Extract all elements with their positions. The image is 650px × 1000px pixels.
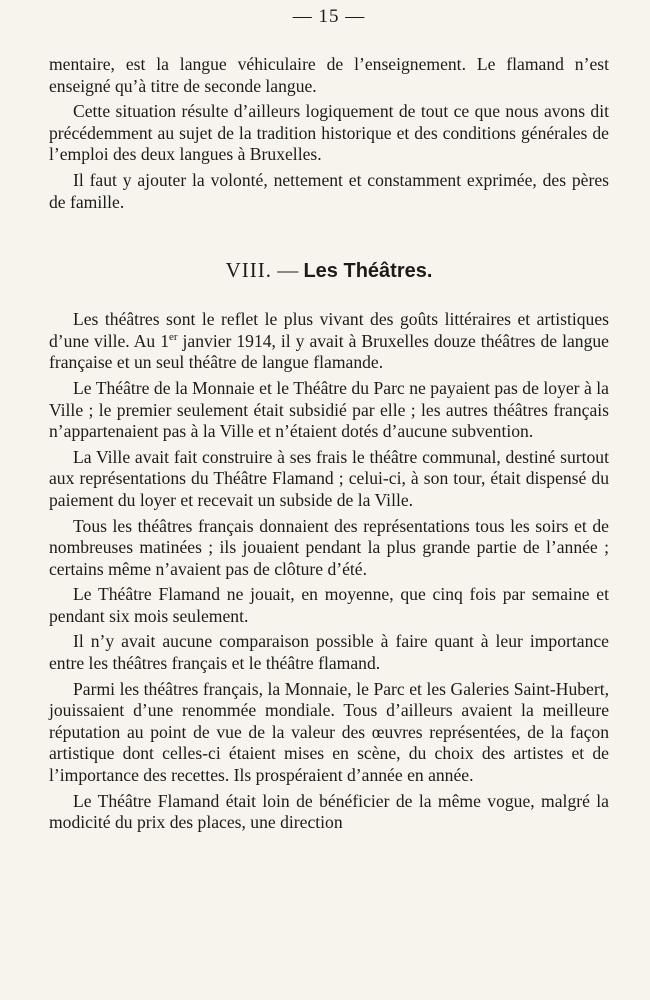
paragraph: Cette situation résulte d’ailleurs logiquement de tout ce que nous avons dit précédemment au sujet de la tradition historique et des conditions générales de l’emploi des deux langues à Bruxelles. — [49, 101, 609, 165]
section-heading — [49, 257, 609, 284]
paragraph-continuation: mentaire, est la langue véhiculaire de l’enseignement. Le flamand n’est enseigné qu’à titre de seconde langue. — [49, 54, 609, 96]
paragraph-text: janvier 1914, il y avait à Bruxelles douze théâtres de langue française et un seul théâtre de langue flamande. — [49, 330, 609, 373]
paragraph: Le Théâtre de la Monnaie et le Théâtre du Parc ne payaient pas de loyer à la Ville ; le premier seulement était subsidié par elle ; les autres théâtres français n’appartenaient pas à la Ville et n’étaient dotés d’aucune subvention. — [49, 377, 609, 442]
section-number: VIII. — [225, 258, 272, 283]
paragraph: Il faut y ajouter la volonté, nettement et constamment exprimée, des pères de famille. — [49, 169, 609, 212]
paragraph: Tous les théâtres français donnaient des représentations tous les soirs et de nombreuses matinées ; ils jouaient pendant la plus grande partie de l’année ; certains même n’avaient pas de clôture d’été. — [49, 515, 609, 579]
paragraph: La Ville avait fait construire à ses frais le théâtre communal, destiné surtout aux représentations du Théâtre Flamand ; celui-ci, à son tour, était dispensé du paiement du loyer et recevait un subside de la Ville. — [49, 446, 609, 510]
paragraph: Il n’y avait aucune comparaison possible à faire quant à leur importance entre les théâtres français et le théâtre flamand. — [49, 631, 609, 674]
paragraph: Le Théâtre Flamand ne jouait, en moyenne, que cinq fois par semaine et pendant six mois seulement. — [49, 584, 609, 626]
superscript: er — [169, 330, 178, 343]
section-dash: — — [277, 258, 299, 283]
paragraph — [49, 309, 609, 374]
section-title: Les Théâtres. — [303, 260, 433, 283]
page-number: — 15 — — [292, 6, 366, 27]
paragraph-text: Les théâtres sont le reflet le plus vivant des goûts littéraires et artistiques d’une ville. Au 1 — [49, 309, 609, 351]
paragraph: Le Théâtre Flamand était loin de bénéficier de la même vogue, malgré la modicité du prix des places, une direction — [49, 790, 609, 833]
paragraph: Parmi les théâtres français, la Monnaie, le Parc et les Galeries Saint-Hubert, jouissaient d’une renommée mondiale. Tous d’ailleurs avaient la meilleure réputation au point de vue de la valeur des œuvres représentées, de la façon artistique dont celles-ci étaient mises en scène, du choix des artistes et de l’importance des recettes. Ils prospéraient d’année en année. — [49, 678, 609, 786]
